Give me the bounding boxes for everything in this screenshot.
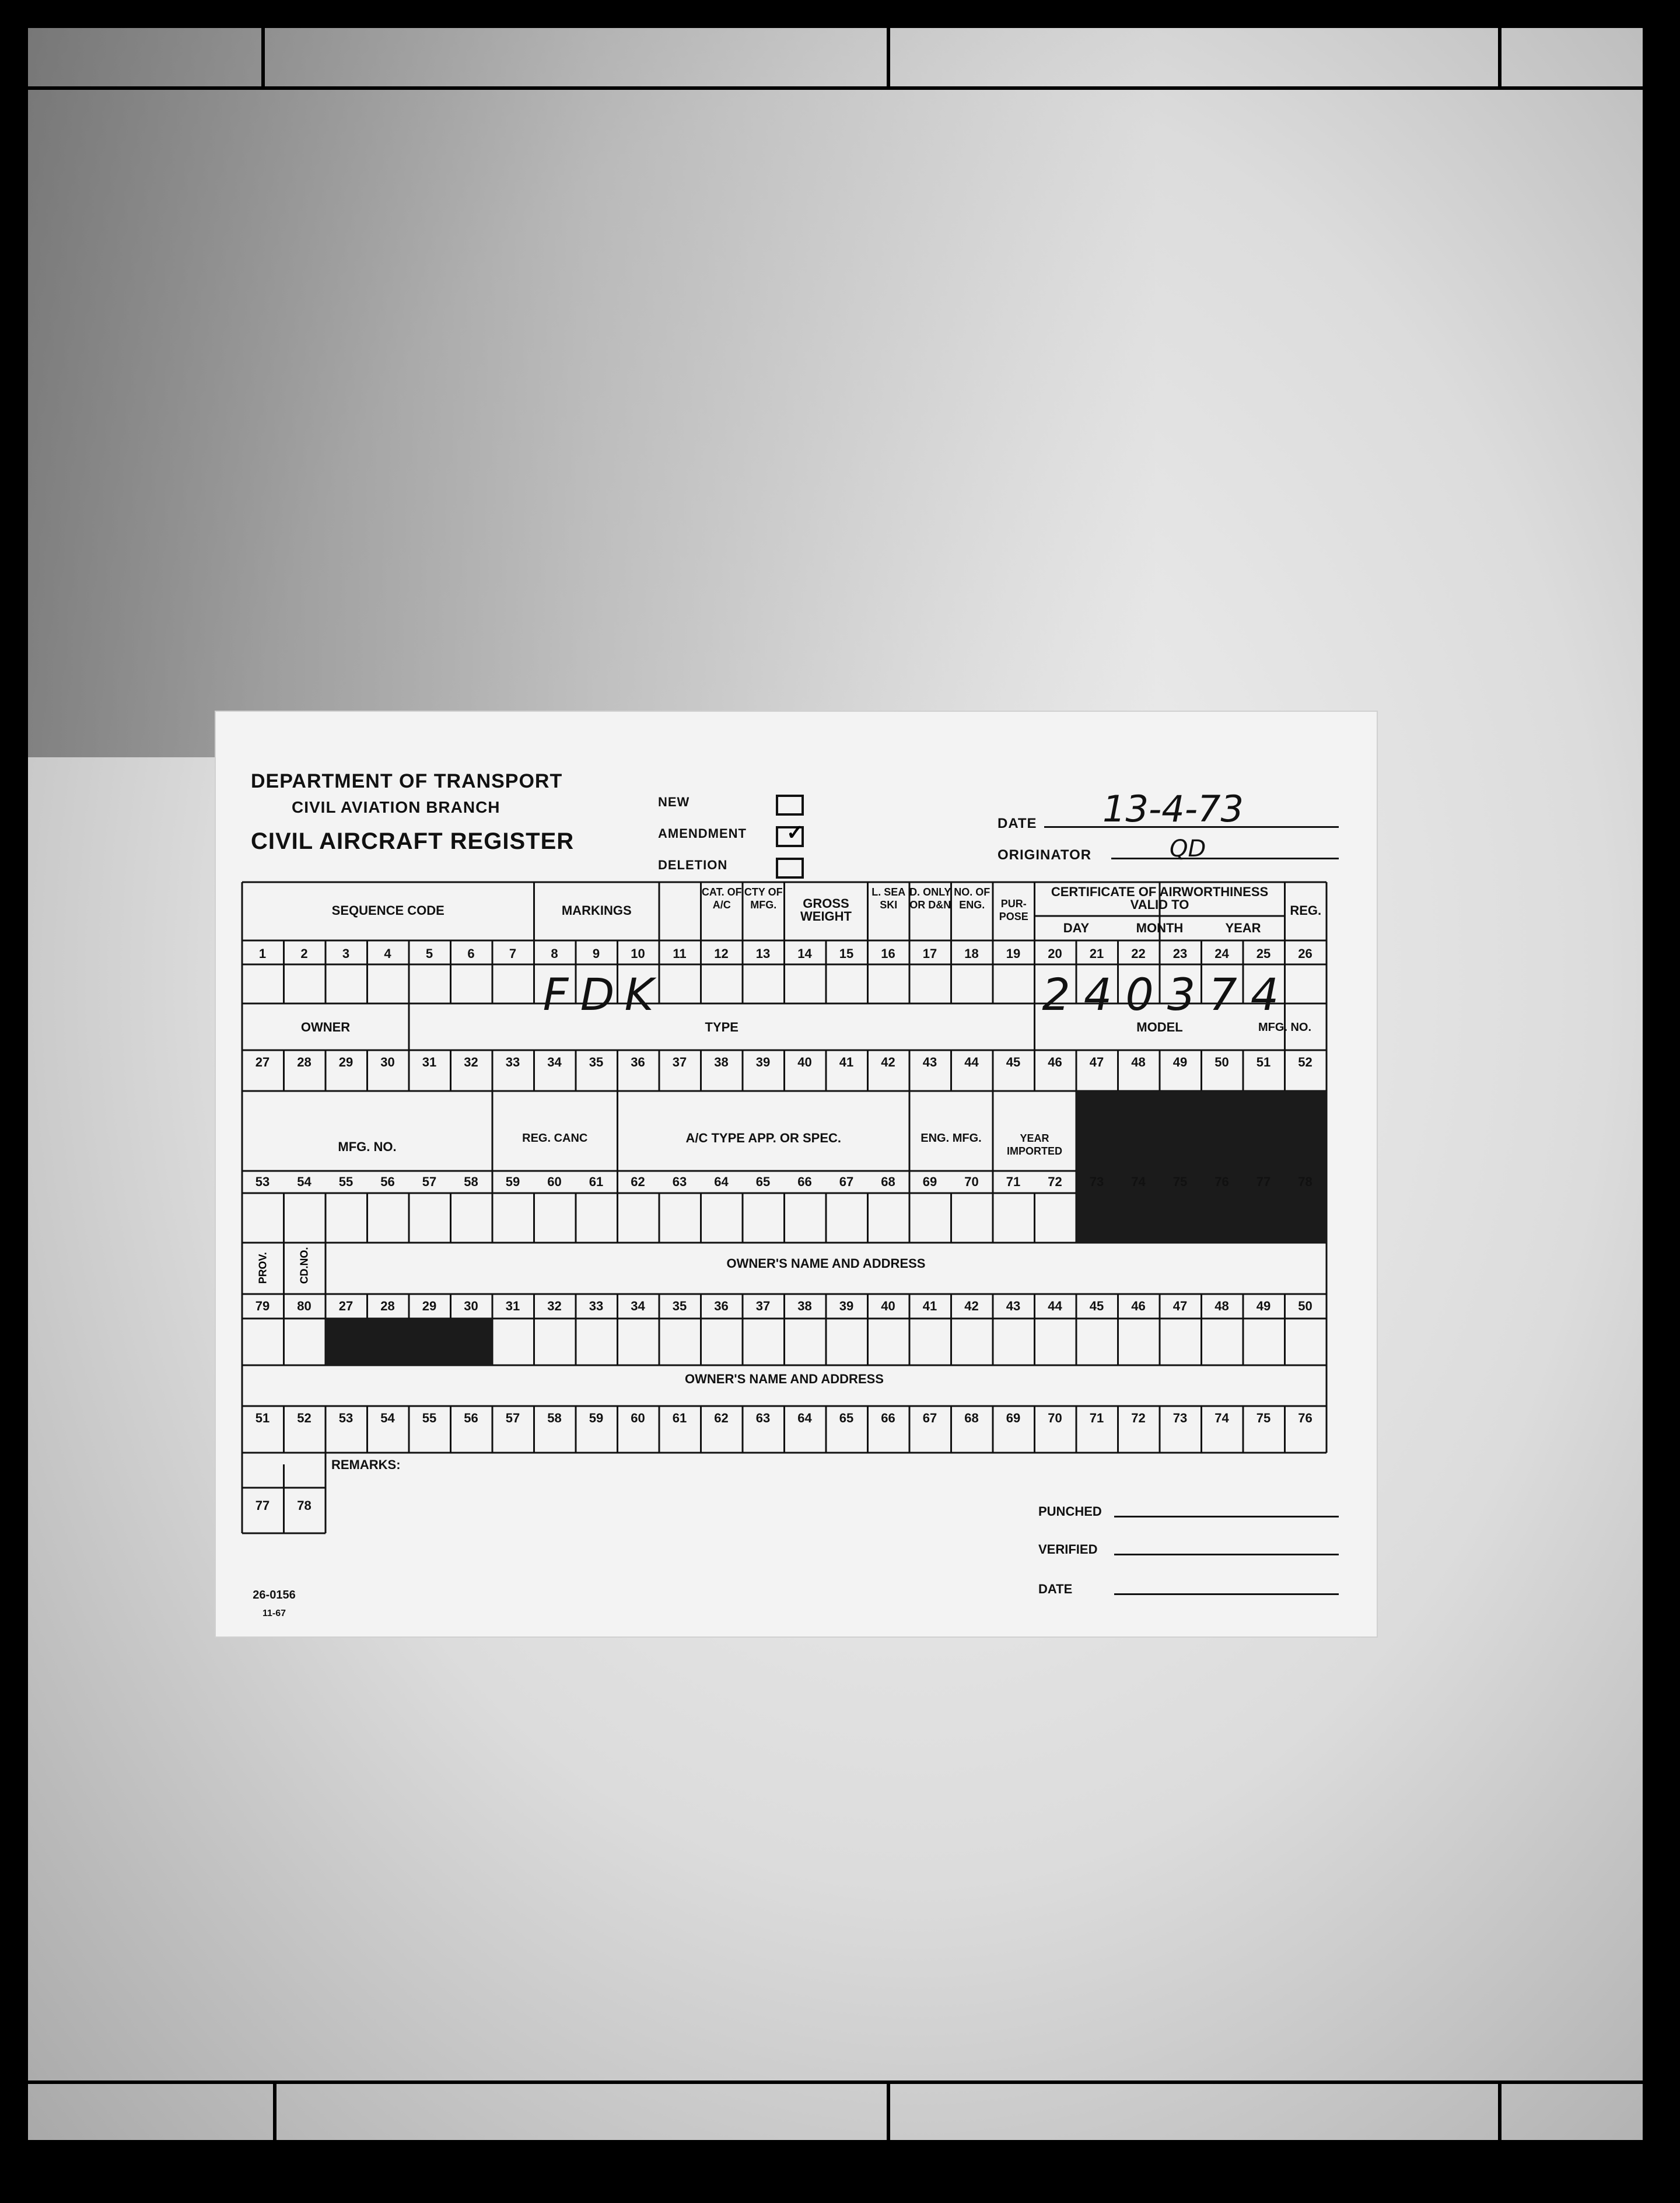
column-number: 68	[881, 1174, 895, 1189]
punched-line[interactable]	[1114, 1516, 1339, 1517]
column-number: 70	[1048, 1411, 1062, 1425]
certificate-header: CERTIFICATE OF AIRWORTHINESS VALID TO	[1051, 884, 1269, 912]
form-title: CIVIL AIRCRAFT REGISTER	[251, 828, 575, 854]
column-number: 40	[797, 1055, 812, 1069]
date-label: DATE	[998, 816, 1037, 831]
column-number: 30	[464, 1299, 478, 1313]
column-number: 21	[1089, 946, 1104, 961]
signoff-date-line[interactable]	[1114, 1593, 1339, 1595]
column-number: 67	[839, 1174, 854, 1189]
column-number: 57	[422, 1174, 437, 1189]
column-number: 61	[589, 1174, 604, 1189]
column-number: 19	[1006, 946, 1021, 961]
ac-type-header: A/C TYPE APP. OR SPEC.	[685, 1131, 841, 1145]
top-tick	[1498, 28, 1502, 86]
column-number: 34	[547, 1055, 562, 1069]
column-number: 36	[631, 1055, 645, 1069]
column-number: 29	[338, 1055, 354, 1069]
column-number: 40	[881, 1299, 895, 1313]
top-tick	[887, 28, 890, 86]
column-number: 10	[631, 946, 645, 961]
column-number: 71	[1089, 1411, 1104, 1425]
column-number: 1	[258, 946, 267, 961]
column-number: 54	[297, 1174, 312, 1189]
day-header: DAY	[1063, 921, 1090, 935]
column-number: 60	[547, 1174, 562, 1189]
column-number: 53	[255, 1174, 270, 1189]
column-number: 60	[631, 1411, 645, 1425]
column-number: 56	[464, 1411, 478, 1425]
top-tick	[261, 28, 265, 86]
column-number: 54	[380, 1411, 395, 1425]
column-number: 76	[1214, 1174, 1229, 1189]
remarks-label: REMARKS:	[331, 1457, 401, 1472]
gross-weight-header: GROSS WEIGHT	[800, 896, 852, 924]
d-only-header: D. ONLY OR D&N	[909, 886, 951, 911]
reg-header: REG.	[1290, 903, 1322, 918]
column-number: 33	[589, 1299, 604, 1313]
column-number: 61	[672, 1411, 687, 1425]
bottom-tick	[887, 2084, 890, 2140]
column-number: 51	[255, 1411, 270, 1425]
column-number: 17	[922, 946, 937, 961]
column-number: 46	[1131, 1299, 1146, 1313]
form-number: 26-0156	[253, 1589, 296, 1601]
column-number: 52	[1298, 1055, 1312, 1069]
column-number: 37	[755, 1299, 771, 1313]
column-number: 80	[297, 1299, 312, 1313]
column-number: 50	[1214, 1055, 1229, 1069]
column-number: 24	[1214, 946, 1229, 961]
column-number: 73	[1089, 1174, 1104, 1189]
bottom-tick	[273, 2084, 276, 2140]
column-number: 39	[839, 1299, 854, 1313]
column-number: 62	[714, 1411, 729, 1425]
column-number: 55	[422, 1411, 437, 1425]
column-number: 62	[631, 1174, 645, 1189]
cat-of-ac-header: CAT. OF A/C	[701, 886, 742, 911]
column-number: 43	[1006, 1299, 1021, 1313]
column-number: 59	[505, 1174, 520, 1189]
column-number: 59	[589, 1411, 604, 1425]
column-number: 78	[297, 1498, 312, 1513]
department-heading: DEPARTMENT OF TRANSPORT	[251, 770, 563, 792]
mfg-no-header: MFG. NO.	[338, 1139, 397, 1154]
punched-label: PUNCHED	[1038, 1504, 1102, 1519]
column-number: 41	[922, 1299, 937, 1313]
column-number: 23	[1172, 946, 1188, 961]
blocked-cells	[326, 1319, 492, 1365]
column-number: 38	[714, 1055, 729, 1069]
airworthiness-digit[interactable]: 2	[1042, 968, 1070, 1020]
no-of-eng-header: NO. OF ENG.	[954, 886, 991, 911]
column-number: 55	[338, 1174, 354, 1189]
markings-character[interactable]: K	[624, 968, 654, 1020]
column-number: 47	[1089, 1055, 1104, 1069]
column-number: 52	[297, 1411, 312, 1425]
column-number: 48	[1214, 1299, 1229, 1313]
column-number: 51	[1256, 1055, 1271, 1069]
column-number: 74	[1131, 1174, 1146, 1189]
column-number: 78	[1298, 1174, 1312, 1189]
column-number: 31	[505, 1299, 520, 1313]
column-number: 75	[1172, 1174, 1188, 1189]
column-number: 68	[964, 1411, 979, 1425]
column-number: 27	[255, 1055, 270, 1069]
column-number: 7	[509, 946, 517, 961]
column-number: 6	[467, 946, 475, 961]
column-number: 22	[1131, 946, 1146, 961]
column-number: 69	[922, 1174, 937, 1189]
column-number: 66	[881, 1411, 895, 1425]
eng-mfg-header: ENG. MFG.	[921, 1132, 982, 1145]
reg-canc-header: REG. CANC	[522, 1132, 588, 1145]
form-edition: 11-67	[262, 1608, 286, 1618]
column-number: 42	[881, 1055, 895, 1069]
column-number: 34	[631, 1299, 645, 1313]
year-header: YEAR	[1225, 921, 1261, 935]
owners-name-header-2: OWNER'S NAME AND ADDRESS	[685, 1372, 884, 1386]
column-number: 56	[380, 1174, 395, 1189]
column-number: 26	[1298, 946, 1312, 961]
airworthiness-digit[interactable]: 0	[1125, 968, 1154, 1020]
column-number: 20	[1048, 946, 1062, 961]
column-number: 43	[922, 1055, 937, 1069]
column-number: 66	[797, 1174, 812, 1189]
column-number: 4	[384, 946, 391, 961]
purpose-header: PUR- POSE	[999, 898, 1028, 922]
bottom-tick	[1498, 2084, 1502, 2140]
column-number: 76	[1298, 1411, 1312, 1425]
column-number: 44	[964, 1055, 979, 1069]
signoff-date-label: DATE	[1038, 1582, 1073, 1596]
option-amendment-label: AMENDMENT	[658, 826, 747, 841]
column-number: 39	[755, 1055, 771, 1069]
column-number: 27	[338, 1299, 354, 1313]
markings-character[interactable]: D	[580, 968, 615, 1020]
bottom-rail	[28, 2080, 1643, 2084]
verified-label: VERIFIED	[1038, 1542, 1098, 1557]
column-number: 71	[1006, 1174, 1021, 1189]
cty-of-mfg-header: CTY OF MFG.	[744, 886, 783, 911]
column-number: 37	[672, 1055, 687, 1069]
originator-value[interactable]: QD	[1170, 835, 1206, 862]
column-number: 35	[672, 1299, 687, 1313]
register-card	[216, 712, 1377, 1636]
markings-character[interactable]: F	[542, 968, 569, 1020]
column-number: 50	[1298, 1299, 1312, 1313]
column-number: 35	[589, 1055, 604, 1069]
column-number: 45	[1006, 1055, 1021, 1069]
column-number: 28	[380, 1299, 395, 1313]
column-number: 15	[839, 946, 854, 961]
column-number: 5	[425, 946, 433, 961]
sequence-code-header: SEQUENCE CODE	[331, 903, 444, 918]
column-number: 30	[380, 1055, 395, 1069]
column-number: 79	[255, 1299, 270, 1313]
column-number: 3	[342, 946, 350, 961]
top-rail	[28, 86, 1643, 90]
column-number: 69	[1006, 1411, 1021, 1425]
prov-header: PROV.	[257, 1252, 269, 1284]
column-number: 48	[1131, 1055, 1146, 1069]
column-number: 77	[1256, 1174, 1271, 1189]
mfg-no-header: MFG. NO.	[1258, 1021, 1312, 1034]
airworthiness-digit[interactable]: 4	[1250, 968, 1279, 1020]
column-number: 32	[547, 1299, 562, 1313]
column-number: 58	[547, 1411, 562, 1425]
column-number: 45	[1089, 1299, 1104, 1313]
year-imported-header: YEAR IMPORTED	[1006, 1132, 1062, 1157]
option-deletion-label: DELETION	[658, 858, 728, 872]
column-number: 38	[797, 1299, 812, 1313]
column-number: 11	[673, 946, 687, 961]
column-number: 2	[300, 946, 308, 961]
type-header: TYPE	[705, 1020, 738, 1034]
column-number: 31	[422, 1055, 437, 1069]
column-number: 29	[422, 1299, 437, 1313]
column-number: 42	[964, 1299, 979, 1313]
column-number: 64	[797, 1411, 812, 1425]
column-number: 65	[839, 1411, 854, 1425]
column-number: 25	[1256, 946, 1271, 961]
column-number: 36	[714, 1299, 729, 1313]
check-mark-icon: ✓	[786, 820, 804, 844]
column-number: 77	[255, 1498, 270, 1513]
l-sea-ski-header: L. SEA SKI	[872, 886, 906, 911]
column-number: 57	[505, 1411, 520, 1425]
column-number: 9	[592, 946, 600, 961]
column-number: 65	[755, 1174, 771, 1189]
column-number: 18	[964, 946, 979, 961]
markings-header: MARKINGS	[561, 903, 632, 918]
column-number: 13	[755, 946, 771, 961]
column-number: 16	[881, 946, 895, 961]
airworthiness-digit[interactable]: 3	[1167, 968, 1196, 1020]
column-number: 63	[755, 1411, 771, 1425]
column-number: 53	[338, 1411, 354, 1425]
column-number: 67	[922, 1411, 937, 1425]
column-number: 32	[464, 1055, 478, 1069]
cd-no-header: CD.NO.	[298, 1247, 310, 1284]
column-number: 58	[464, 1174, 478, 1189]
column-number: 46	[1048, 1055, 1062, 1069]
airworthiness-digit[interactable]: 4	[1083, 968, 1112, 1020]
airworthiness-digit[interactable]: 7	[1209, 968, 1237, 1020]
column-number: 73	[1172, 1411, 1188, 1425]
column-number: 70	[964, 1174, 979, 1189]
month-header: MONTH	[1136, 921, 1184, 935]
column-number: 74	[1214, 1411, 1229, 1425]
branch-heading: CIVIL AVIATION BRANCH	[292, 798, 501, 816]
option-new-label: NEW	[658, 795, 690, 809]
column-number: 75	[1256, 1411, 1271, 1425]
column-number: 12	[714, 946, 729, 961]
column-number: 64	[714, 1174, 729, 1189]
model-header: MODEL	[1136, 1020, 1183, 1034]
column-number: 44	[1048, 1299, 1062, 1313]
owner-header: OWNER	[300, 1020, 351, 1034]
owners-name-header: OWNER'S NAME AND ADDRESS	[726, 1256, 926, 1271]
date-value[interactable]: 13-4-73	[1102, 788, 1244, 830]
column-number: 72	[1131, 1411, 1146, 1425]
column-number: 8	[551, 946, 558, 961]
column-number: 28	[297, 1055, 312, 1069]
column-number: 49	[1256, 1299, 1271, 1313]
column-number: 33	[505, 1055, 520, 1069]
blocked-area	[1076, 1091, 1326, 1243]
column-number: 47	[1172, 1299, 1188, 1313]
verified-line[interactable]	[1114, 1554, 1339, 1555]
originator-label: ORIGINATOR	[998, 847, 1092, 863]
column-number: 72	[1048, 1174, 1062, 1189]
column-number: 49	[1172, 1055, 1188, 1069]
column-number: 41	[839, 1055, 854, 1069]
column-number: 14	[797, 946, 812, 961]
column-number: 63	[672, 1174, 687, 1189]
